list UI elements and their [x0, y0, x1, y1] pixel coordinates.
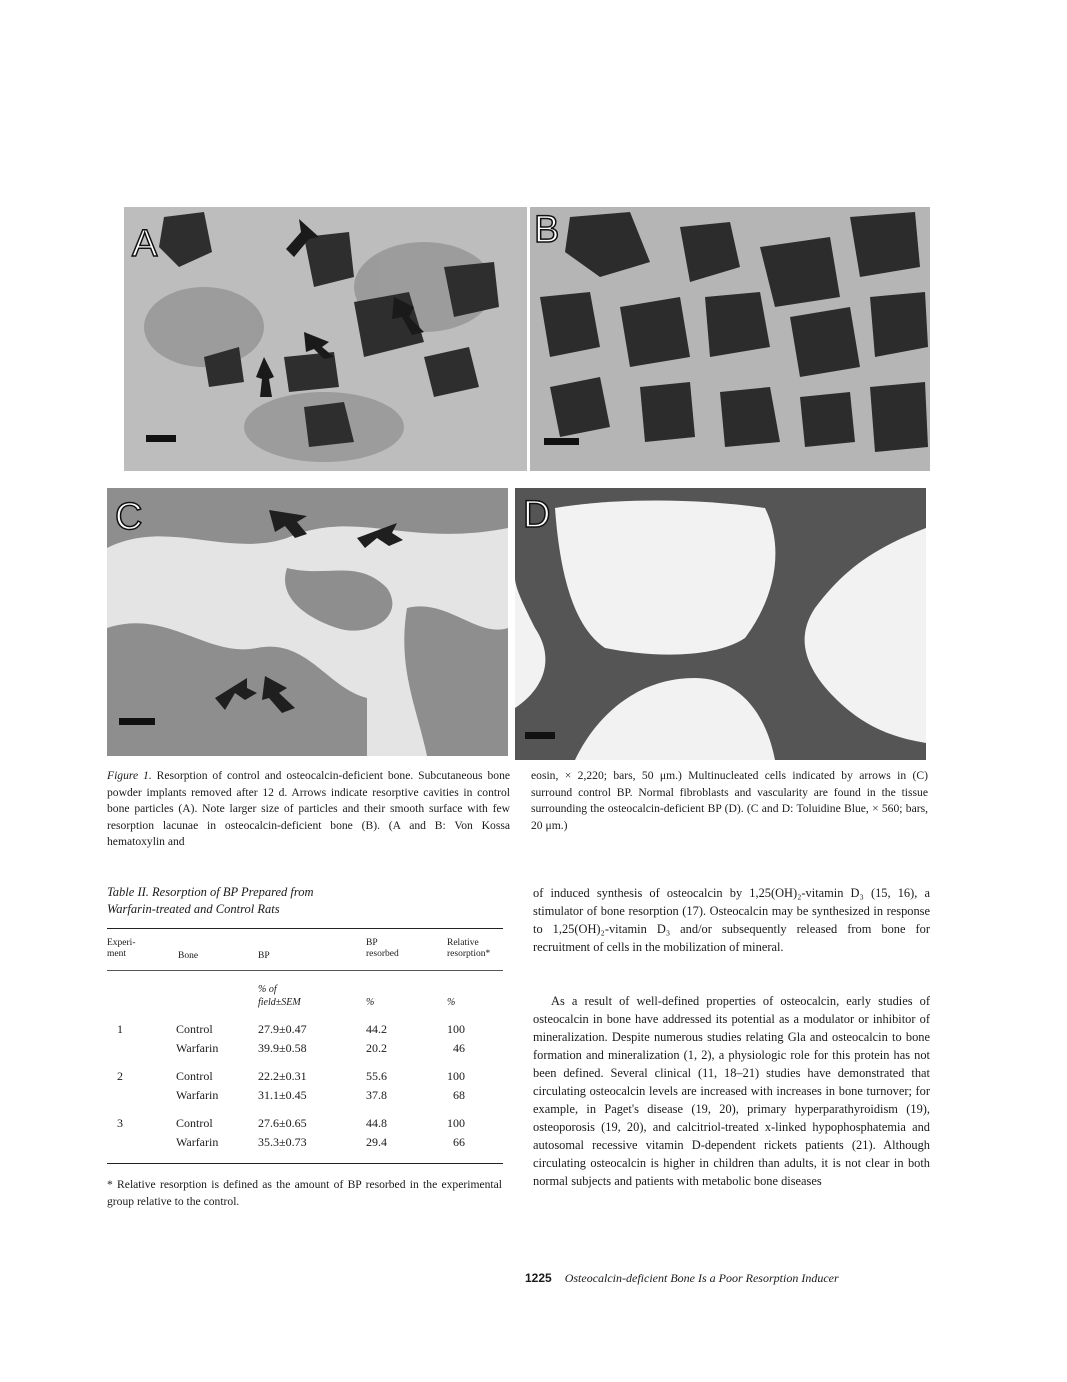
header-bp: BP: [258, 951, 270, 961]
panel-label-b: B: [534, 209, 560, 251]
figure-panel-c: [107, 488, 508, 756]
table-cell-bp-resorbed: 20.2: [366, 1041, 387, 1055]
micrograph-b-image: [530, 207, 930, 471]
figure-caption-text-left: Resorption of control and osteocalcin-deficient bone. Subcutaneous bone powder implants removed after 12 d. Arrows indicate resorptive cavities in control bone particles (A). Note larger size of particles and their smooth surface with few resorption lacunae in osteocalcin-deficient bone (B). (A and B: Von Kossa hematoxylin and: [107, 769, 511, 848]
unit-bp-resorbed: %: [366, 997, 375, 1008]
table-header-rule: [107, 970, 503, 971]
table-cell-relative: 100: [447, 1022, 465, 1036]
table-cell-experiment: 3: [117, 1116, 123, 1130]
scale-bar-c: [119, 718, 155, 725]
table-cell-relative: 100: [447, 1069, 465, 1083]
table-cell-bp: 27.6±0.65: [258, 1116, 307, 1130]
table-cell-bone: Warfarin: [176, 1135, 219, 1149]
header-bp-resorbed-line1: BP: [366, 938, 378, 948]
header-relative-line2: resorption*: [447, 949, 491, 959]
figure-panel-b: [530, 207, 930, 471]
table-cell-bp: 22.2±0.31: [258, 1069, 307, 1083]
page-footer: [525, 1271, 839, 1286]
header-relative-resorption: [447, 938, 490, 960]
header-bp-resorbed-line2: resorbed: [366, 949, 399, 959]
table-cell-bp-resorbed: 44.8: [366, 1116, 387, 1130]
page-number: 1225: [525, 1271, 552, 1285]
table-cell-bp-resorbed: 37.8: [366, 1088, 387, 1102]
table-cell-bp: 35.3±0.73: [258, 1135, 307, 1149]
header-bp-resorbed: [366, 938, 399, 960]
scale-bar-d: [525, 732, 555, 739]
header-relative-line1: Relative: [447, 938, 479, 948]
unit-bp-line1: % of: [258, 984, 277, 995]
header-experiment: [107, 938, 136, 960]
running-title: Osteocalcin-deficient Bone Is a Poor Resorption Inducer: [564, 1271, 839, 1285]
unit-bp: [258, 983, 301, 1009]
figure-caption-right: eosin, × 2,220; bars, 50 μm.) Multinucleated cells indicated by arrows in (C) surround control BP. Normal fibroblasts and vascularity are found in the tissue surrounding the osteocalcin-deficient BP (D). (C and D: Toluidine Blue, × 560; bars, 20 μm.): [531, 769, 928, 832]
table-caption-line2: Warfarin-treated and Control Rats: [107, 902, 280, 916]
figure-caption-label: Figure 1.: [107, 769, 152, 782]
table-cell-bone: Control: [176, 1116, 213, 1130]
micrograph-d-image: [515, 488, 926, 760]
table-cell-relative: 46: [453, 1041, 465, 1055]
table-cell-bone: Control: [176, 1022, 213, 1036]
micrograph-a-image: [124, 207, 527, 471]
figure-caption-left: [107, 768, 510, 851]
figure-panel-a: [124, 207, 527, 471]
table-cell-bone: Warfarin: [176, 1041, 219, 1055]
table-caption: [107, 884, 507, 918]
table-cell-bp: 31.1±0.45: [258, 1088, 307, 1102]
table-cell-experiment: 2: [117, 1069, 123, 1083]
table-cell-bp-resorbed: 29.4: [366, 1135, 387, 1149]
header-experiment-line1: Experi-: [107, 938, 136, 948]
header-experiment-line2: ment: [107, 949, 126, 959]
table-cell-bone: Control: [176, 1069, 213, 1083]
table-caption-line1: Table II. Resorption of BP Prepared from: [107, 885, 314, 899]
figure-panel-d: [515, 488, 926, 760]
table-cell-bp: 39.9±0.58: [258, 1041, 307, 1055]
panel-label-a: A: [132, 223, 158, 265]
scale-bar-a: [146, 435, 176, 442]
table-cell-experiment: 1: [117, 1022, 123, 1036]
panel-label-c: C: [115, 496, 143, 538]
table-cell-bp-resorbed: 55.6: [366, 1069, 387, 1083]
table-cell-bp-resorbed: 44.2: [366, 1022, 387, 1036]
unit-relative: %: [447, 997, 456, 1008]
table-cell-relative: 100: [447, 1116, 465, 1130]
body-paragraph-2: As a result of well-defined properties of osteocalcin, early studies of osteocalcin in bone have addressed its potential as a modulator or inhibitor of mineralization. Despite numerous studies relating Gla and osteocalcin to bone formation and mineralization (1, 2), a physiologic role for this protein has not been defined. Several clinical (11, 18–21) studies have demonstrated that circulating osteocalcin levels are increased with increases in bone turnover; for example, in Paget's disease (19, 20), primary hyperparathyroidism (19), osteoporosis (19, 20), and calcitriol-treated x-linked hypophosphatemia and autosomal recessive vitamin D-dependent rickets patients (21). Although circulating osteocalcin is higher in children than adults, it is not clear in both normal subjects and patients with metabolic bone diseases: [533, 994, 930, 1188]
header-bone: Bone: [178, 951, 199, 961]
table-cell-bone: Warfarin: [176, 1088, 219, 1102]
table-top-rule: [107, 928, 503, 929]
table-cell-bp: 27.9±0.47: [258, 1022, 307, 1036]
table-footnote: * Relative resorption is defined as the amount of BP resorbed in the experimental group relative to the control.: [107, 1178, 502, 1208]
body-paragraph-1: of induced synthesis of osteocalcin by 1,25(OH)₂-vitamin D₃ (15, 16), a stimulator of bone resorption (17). Osteocalcin may be synthesized in response to 1,25(OH)₂-vitamin D₃ and/or subsequently released from bone for recruitment of cells in the mobilization of mineral.: [533, 886, 930, 954]
unit-bp-line2: field±SEM: [258, 997, 301, 1008]
table-bottom-rule: [107, 1163, 503, 1164]
table-cell-relative: 66: [453, 1135, 465, 1149]
panel-label-d: D: [523, 494, 551, 536]
micrograph-c-image: [107, 488, 508, 756]
scale-bar-b: [544, 438, 579, 445]
table-cell-relative: 68: [453, 1088, 465, 1102]
